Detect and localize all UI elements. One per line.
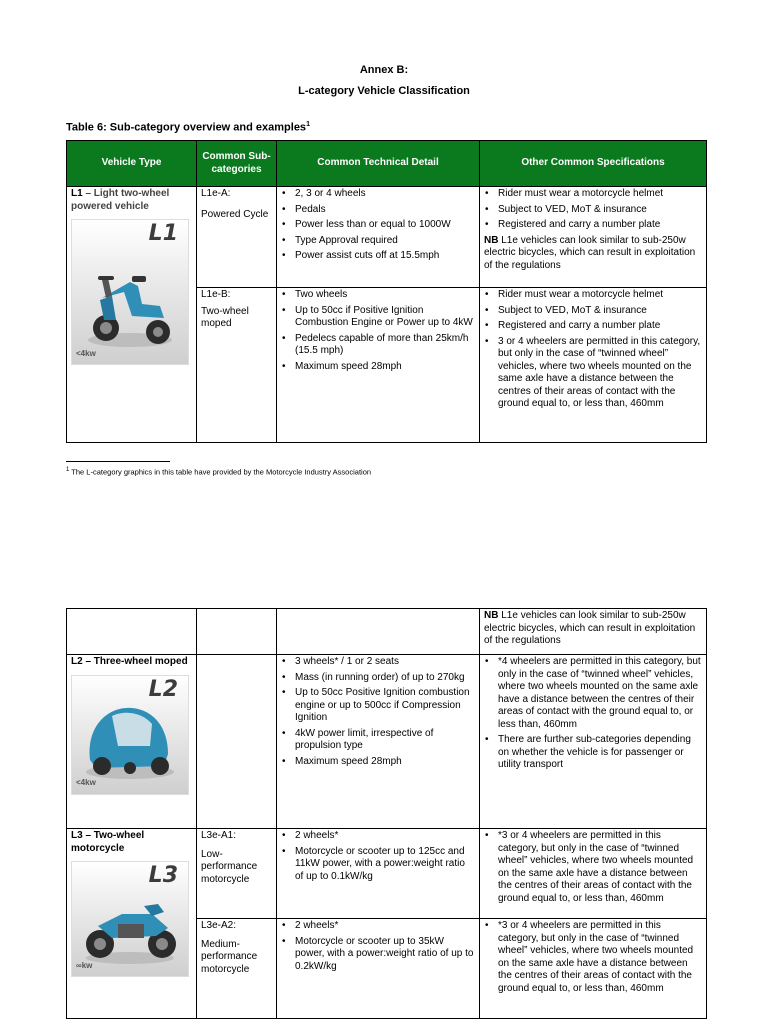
other-specs-l1e-a (480, 187, 707, 288)
list-item: • Power assist cuts off at 15.5mph (295, 250, 475, 263)
other-specs-l1e-b (480, 288, 707, 443)
l3-badge: L3 (148, 863, 178, 888)
other-specs-l3e-a1 (480, 829, 707, 919)
l2-vehicle-graphic (71, 675, 189, 795)
col-header-vehicle-type: Vehicle Type (67, 141, 197, 187)
list-item: • *3 or 4 wheelers are permitted in this category, but only in the case of “twinned wheel” vehicles, where two wheels mounted on the same axle have a distance between the centres of their areas of contact with the ground equal to, or less than, 460mm (498, 830, 702, 905)
l1-power-label: <4kw (76, 348, 96, 358)
list-item: • Mass (in running order) of up to 270kg (295, 672, 475, 685)
list-item: • Type Approval required (295, 235, 475, 248)
list-item: • Registered and carry a number plate (498, 320, 702, 333)
list-item: • Pedals (295, 204, 475, 217)
list-item: • Maximum speed 28mph (295, 361, 475, 374)
list-item: • Registered and carry a number plate (498, 219, 702, 232)
annex-heading: Annex B: (359, 64, 409, 76)
vehicle-type-cell-l1 (67, 187, 197, 443)
sub-category-l1e-a: L1e-A: Powered Cycle (197, 187, 277, 288)
footnote-divider (66, 461, 170, 462)
document-subtitle: L-category Vehicle Classification (298, 85, 470, 97)
list-item: • 3 wheels* / 1 or 2 seats (295, 656, 475, 669)
table-row-continuation-note (67, 609, 707, 655)
list-item: • Motorcycle or scooter up to 125cc and 11kW power, with a power:weight ratio of up to 0.1kW/kg (295, 846, 475, 884)
sub-category-l1e-b: L1e-B: Two-wheel moped (197, 288, 277, 443)
technical-detail-l2 (277, 655, 480, 829)
list-item: • 2 wheels* (295, 920, 475, 933)
vehicle-classification-table-continued (66, 608, 707, 1019)
list-item: • Subject to VED, MoT & insurance (498, 204, 702, 217)
vehicle-type-l3: L3 – Two-wheel motorcycle (71, 830, 145, 854)
technical-detail-l1e-b (277, 288, 480, 443)
col-header-technical-detail: Common Technical Detail (277, 141, 480, 187)
list-item: • Two wheels (295, 289, 475, 302)
vehicle-type-l2: L2 – Three-wheel moped (71, 656, 188, 667)
list-item: • Motorcycle or scooter up to 35kW power, with a power:weight ratio of up to 0.2kW/kg (295, 936, 475, 974)
l1-badge: L1 (148, 221, 178, 246)
nb-note-continued: NB L1e vehicles can look similar to sub-250w electric bicycles, which can result in exploitation of the regulations (480, 609, 707, 655)
list-item: • Maximum speed 28mph (295, 756, 475, 769)
list-item: • *3 or 4 wheelers are permitted in this category, but only in the case of “twinned wheel” vehicles, where two wheels mounted on the same axle have a distance between the centres of their areas of contact with the ground equal to, or less than, 460mm (498, 920, 702, 995)
table-row-l2 (67, 655, 707, 829)
list-item: • Up to 50cc if Positive Ignition Combustion Engine or Power up to 4kW (295, 305, 475, 330)
sub-category-l3e-a1: L3e-A1: Low-performance motorcycle (197, 829, 277, 919)
table-row-l1e-a (67, 187, 707, 288)
list-item: • Rider must wear a motorcycle helmet (498, 188, 702, 201)
l3-vehicle-graphic (71, 861, 189, 977)
l2-badge: L2 (148, 676, 178, 702)
list-item: • There are further sub-categories depending on whether the vehicle is for passenger or utility transport (498, 734, 702, 772)
vehicle-type-l1: L1 – Light two-wheel powered vehicle (71, 188, 170, 212)
list-item: • Rider must wear a motorcycle helmet (498, 289, 702, 302)
list-item: • *4 wheelers are permitted in this category, but only in the case of “twinned wheel” vehicles, where two wheels mounted on the same axle have a distance between the centres of their areas of contact with the ground equal to, or less than, 460mm (498, 656, 702, 731)
nb-note: NB L1e vehicles can look similar to sub-250w electric bicycles, which can result in exploitation of the regulations (484, 234, 696, 271)
col-header-other-specs: Other Common Specifications (480, 141, 707, 187)
list-item: • 3 or 4 wheelers are permitted in this category, but only in the case of “twinned wheel” vehicles, where two wheels mounted on the same axle have a distance between the centres of their areas of contact with the ground equal to, or less than, 460mm (498, 336, 702, 411)
table-caption-text: Table 6: Sub-category overview and examples (66, 121, 307, 134)
footnote: $^1$ The L-category graphics in this table have provided by the Motorcycle Industry Association (66, 467, 372, 477)
l2-power-label: <4kw (76, 778, 96, 787)
other-specs-l2 (480, 655, 707, 829)
list-item: • Power less than or equal to 1000W (295, 219, 475, 232)
list-item: • Up to 50cc Positive Ignition combustion engine or up to 500cc if Compression Ignition (295, 687, 475, 725)
col-header-sub-categories: Common Sub-categories (197, 141, 277, 187)
list-item: • 4kW power limit, irrespective of propulsion type (295, 728, 475, 753)
sub-category-l3e-a2: L3e-A2: Medium-performance motorcycle (197, 919, 277, 1019)
table-header-row (67, 141, 707, 187)
other-specs-l3e-a2 (480, 919, 707, 1019)
footnote-ref[interactable]: 1 (306, 121, 310, 128)
vehicle-type-cell-l3 (67, 829, 197, 1019)
list-item: • 2, 3 or 4 wheels (295, 188, 475, 201)
table-row-l3e-a1 (67, 829, 707, 919)
l1-vehicle-graphic (71, 219, 189, 365)
technical-detail-l3e-a1 (277, 829, 480, 919)
list-item: • Subject to VED, MoT & insurance (498, 305, 702, 318)
technical-detail-l1e-a (277, 187, 480, 288)
technical-detail-l3e-a2 (277, 919, 480, 1019)
vehicle-classification-table (66, 140, 707, 443)
list-item: • Pedelecs capable of more than 25km/h (15.5 mph) (295, 333, 475, 358)
table-caption (66, 121, 310, 134)
vehicle-type-cell-l2 (67, 655, 197, 829)
list-item: • 2 wheels* (295, 830, 475, 843)
l3-power-label: ∞kw (76, 960, 93, 970)
